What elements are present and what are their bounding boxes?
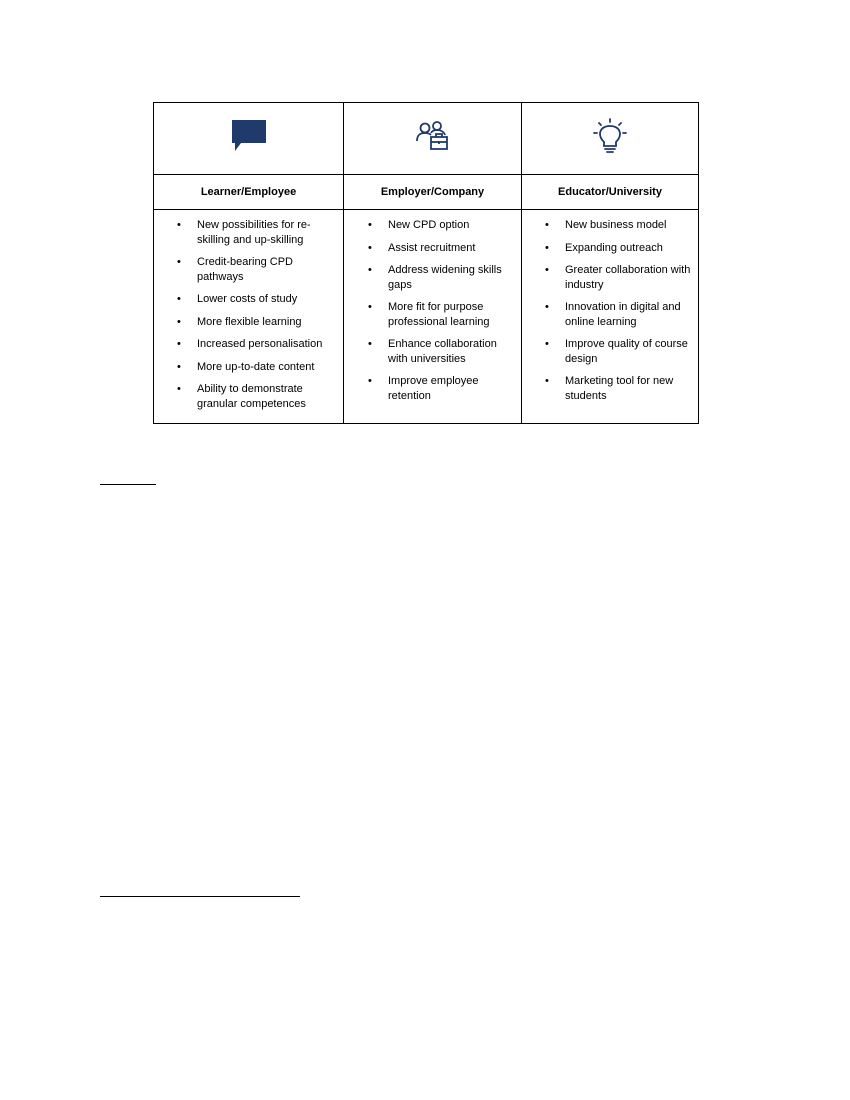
people-briefcase-icon [415,120,451,157]
divider-line [100,484,156,485]
list-item: • Increased personalisation [154,337,339,352]
benefit-list [344,210,521,403]
benefit-list [154,210,343,411]
list-item: • New CPD option [344,218,517,233]
icon-cell [344,103,521,175]
column-heading: Learner/Employee [154,175,343,210]
list-item: • New possibilities for re-skilling and up-skilling [154,218,339,247]
list-item: • More flexible learning [154,315,339,330]
benefits-table [153,102,699,424]
column-heading: Educator/University [522,175,698,210]
list-item: • Expanding outreach [522,241,694,256]
list-item: • Greater collaboration with industry [522,263,694,292]
column-educator [521,103,698,423]
column-learner [154,103,343,423]
list-item: • New business model [522,218,694,233]
list-item: • Address widening skills gaps [344,263,517,292]
list-item: • More fit for purpose professional learning [344,300,517,329]
list-item: • Improve employee retention [344,374,517,403]
lightbulb-icon [593,118,627,159]
footnote-separator [100,896,300,897]
list-item: • Improve quality of course design [522,337,694,366]
speech-bubble-icon [231,119,267,158]
list-item: • Assist recruitment [344,241,517,256]
icon-cell [522,103,698,175]
list-item: • Credit-bearing CPD pathways [154,255,339,284]
list-item: • Innovation in digital and online learning [522,300,694,329]
benefit-list [522,210,698,403]
column-heading: Employer/Company [344,175,521,210]
list-item: • Ability to demonstrate granular competences [154,382,339,411]
list-item: • Lower costs of study [154,292,339,307]
list-item: • Enhance collaboration with universities [344,337,517,366]
list-item: • More up-to-date content [154,360,339,375]
icon-cell [154,103,343,175]
list-item: • Marketing tool for new students [522,374,694,403]
column-employer [343,103,521,423]
